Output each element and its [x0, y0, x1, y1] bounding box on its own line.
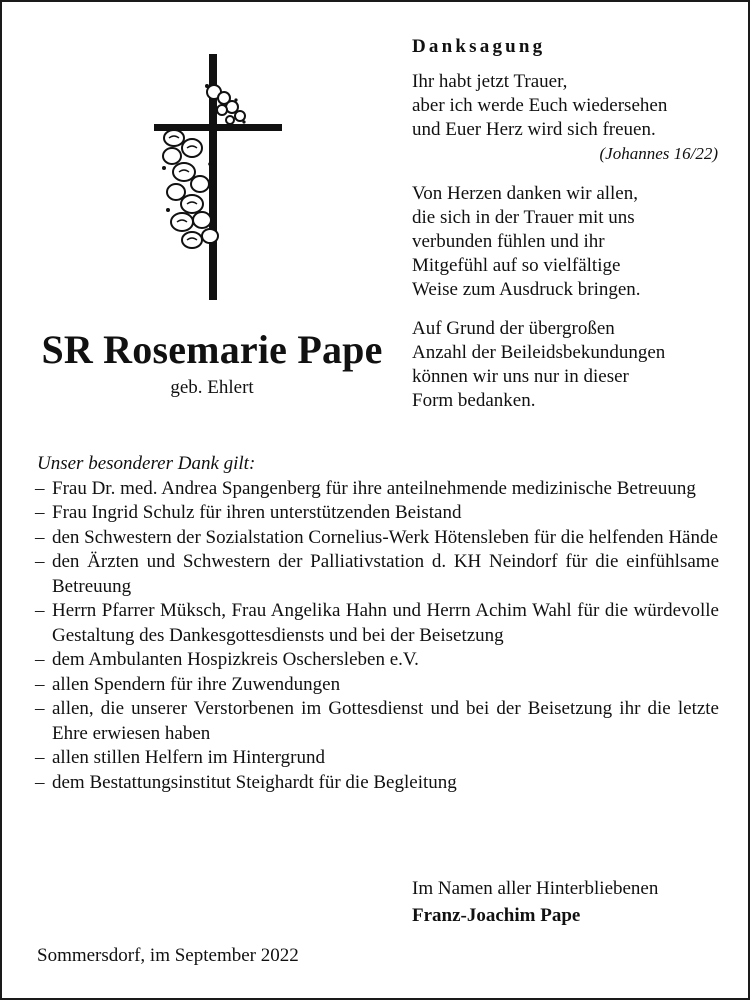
deceased-name: SR Rosemarie Pape [41, 327, 383, 372]
birth-name: geb. Ehlert [170, 377, 254, 398]
dash-bullet: – [35, 502, 45, 523]
list-item [37, 697, 719, 746]
paragraph-line: Mitgefühl auf so vielfältige [412, 255, 621, 276]
acknowledgements-heading: Unser besonderer Dank gilt: [37, 453, 256, 474]
verse-line: aber ich werde Euch wiedersehen [412, 95, 668, 116]
acknowledgements-list [37, 477, 719, 796]
list-item [37, 648, 719, 673]
list-item-text: den Ärzten und Schwestern der Palliativstation d. KH Neindorf für die einfühlsame Betreuung [52, 551, 719, 597]
list-item-text: dem Ambulanten Hospizkreis Oschersleben e.V. [52, 649, 419, 670]
paragraph-line: Von Herzen danken wir allen, [412, 183, 638, 204]
paragraph-line: Weise zum Ausdruck bringen. [412, 279, 641, 300]
paragraph-line: Form bedanken. [412, 390, 536, 411]
bible-verse [412, 70, 722, 166]
list-item [37, 673, 719, 698]
acknowledgements-section [37, 452, 719, 795]
signature-name: Franz-Joachim Pape [412, 905, 581, 926]
list-item-text: allen, die unserer Verstorbenen im Gottesdienst und bei der Beisetzung ihr die letzte Ehre erwiesen haben [52, 698, 719, 744]
list-item [37, 599, 719, 648]
list-item-text: den Schwestern der Sozialstation Cornelius-Werk Hötensleben für die helfenden Hände [52, 526, 718, 548]
dash-bullet: – [35, 551, 45, 572]
list-item-text: allen Spendern für ihre Zuwendungen [52, 673, 341, 695]
list-item [37, 550, 719, 599]
dash-bullet: – [35, 649, 45, 670]
dash-bullet: – [35, 600, 45, 621]
paragraph-line: Auf Grund der übergroßen [412, 318, 615, 339]
list-item-text: Frau Dr. med. Andrea Spangenberg für ihre anteilnehmende medizinische Betreuung [52, 477, 696, 499]
list-item [37, 477, 719, 502]
list-item [37, 746, 719, 771]
signature-block [412, 875, 658, 929]
right-column [412, 35, 722, 413]
list-item-text: Herrn Pfarrer Müksch, Frau Angelika Hahn und Herrn Achim Wahl für die würdevolle Gestaltung des Dankesgottesdiensts und bei der Beisetzung [52, 600, 719, 646]
list-item-text: Frau Ingrid Schulz für ihren unterstützenden Beistand [52, 502, 462, 523]
paragraph-line: können wir uns nur in dieser [412, 366, 629, 387]
list-item-text: dem Bestattungsinstitut Steighardt für die Begleitung [52, 771, 457, 793]
paragraph-line: Anzahl der Beileidsbekundungen [412, 342, 666, 363]
dash-bullet: – [35, 747, 45, 768]
thanks-paragraph [412, 182, 722, 302]
list-item [37, 526, 719, 551]
list-item-text: allen stillen Helfern im Hintergrund [52, 747, 325, 768]
dash-bullet: – [35, 771, 45, 793]
verse-citation: (Johannes 16/22) [599, 144, 718, 163]
place-and-date: Sommersdorf, im September 2022 [37, 945, 299, 966]
dash-bullet: – [35, 526, 45, 548]
dash-bullet: – [35, 698, 45, 719]
list-item [37, 771, 719, 796]
notice-heading: Danksagung [412, 36, 546, 57]
paragraph-line: verbunden fühlen und ihr [412, 231, 605, 252]
list-item [37, 501, 719, 526]
dash-bullet: – [35, 477, 45, 499]
notice-paragraph [412, 317, 722, 413]
verse-line: Ihr habt jetzt Trauer, [412, 71, 568, 92]
dash-bullet: – [35, 673, 45, 695]
signature-intro: Im Namen aller Hinterbliebenen [412, 878, 659, 899]
cross-with-roses-icon [152, 52, 292, 302]
verse-line: und Euer Herz wird sich freuen. [412, 119, 656, 140]
paragraph-line: die sich in der Trauer mit uns [412, 207, 635, 228]
